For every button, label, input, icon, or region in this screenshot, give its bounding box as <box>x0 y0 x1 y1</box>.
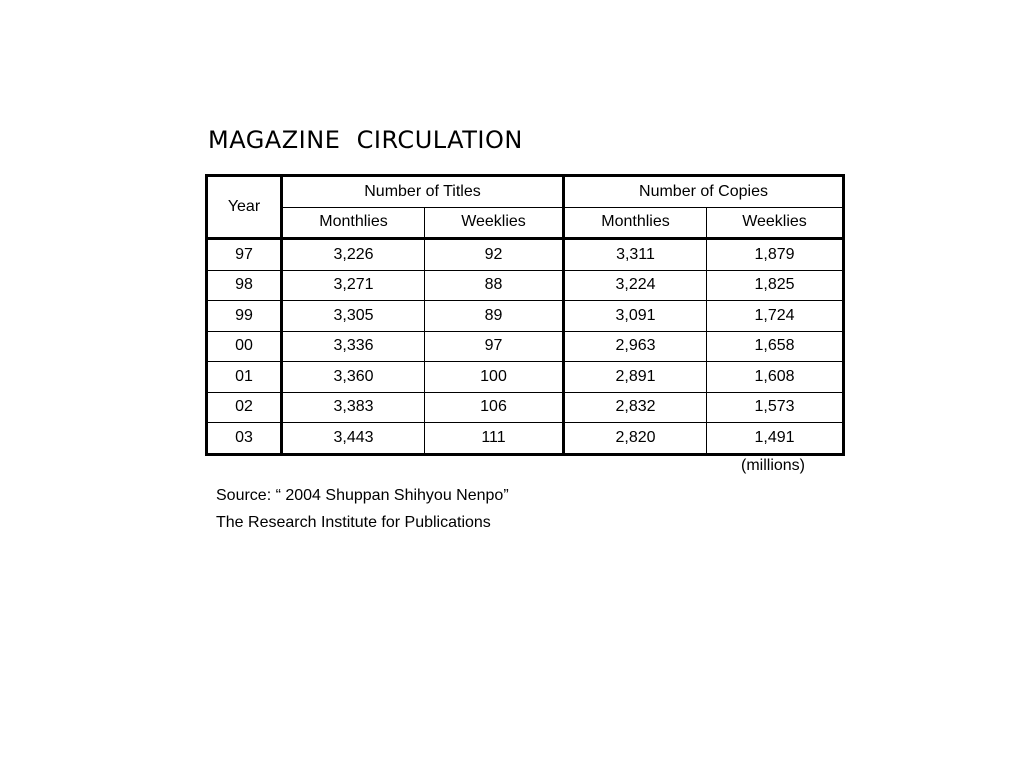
copies-weeklies-cell: 1,608 <box>707 362 844 393</box>
copies-group-header: Number of Copies <box>564 176 844 208</box>
table-header-row-sub <box>207 207 844 239</box>
copies-monthlies-header: Monthlies <box>564 207 707 239</box>
year-cell: 98 <box>207 270 282 301</box>
table-row <box>207 239 844 271</box>
copies-weeklies-cell: 1,825 <box>707 270 844 301</box>
table-header-row-groups <box>207 176 844 208</box>
titles-group-header: Number of Titles <box>282 176 564 208</box>
circulation-table <box>205 174 845 456</box>
copies-weeklies-cell: 1,724 <box>707 301 844 332</box>
table-row <box>207 270 844 301</box>
copies-weeklies-header: Weeklies <box>707 207 844 239</box>
copies-weeklies-cell: 1,573 <box>707 392 844 423</box>
titles-monthlies-cell: 3,271 <box>282 270 425 301</box>
titles-monthlies-cell: 3,443 <box>282 423 425 455</box>
units-note: (millions) <box>741 457 805 474</box>
year-cell: 97 <box>207 239 282 271</box>
titles-monthlies-cell: 3,336 <box>282 331 425 362</box>
copies-monthlies-cell: 2,832 <box>564 392 707 423</box>
titles-weeklies-header: Weeklies <box>425 207 564 239</box>
source-publisher: The Research Institute for Publications <box>216 514 491 531</box>
year-cell: 00 <box>207 331 282 362</box>
titles-monthlies-cell: 3,360 <box>282 362 425 393</box>
table-row <box>207 423 844 455</box>
titles-monthlies-cell: 3,305 <box>282 301 425 332</box>
titles-monthlies-cell: 3,383 <box>282 392 425 423</box>
year-cell: 03 <box>207 423 282 455</box>
titles-weeklies-cell: 89 <box>425 301 564 332</box>
table-row <box>207 331 844 362</box>
copies-monthlies-cell: 3,224 <box>564 270 707 301</box>
table-row <box>207 392 844 423</box>
copies-monthlies-cell: 3,311 <box>564 239 707 271</box>
year-cell: 02 <box>207 392 282 423</box>
table-row <box>207 362 844 393</box>
titles-monthlies-cell: 3,226 <box>282 239 425 271</box>
copies-monthlies-cell: 2,891 <box>564 362 707 393</box>
page-title: MAGAZINE CIRCULATION <box>208 126 523 154</box>
year-column-header: Year <box>207 176 282 239</box>
titles-weeklies-cell: 97 <box>425 331 564 362</box>
titles-weeklies-cell: 88 <box>425 270 564 301</box>
titles-weeklies-cell: 100 <box>425 362 564 393</box>
source-citation: Source: “ 2004 Shuppan Shihyou Nenpo” <box>216 487 509 504</box>
copies-monthlies-cell: 3,091 <box>564 301 707 332</box>
year-cell: 99 <box>207 301 282 332</box>
copies-monthlies-cell: 2,820 <box>564 423 707 455</box>
copies-weeklies-cell: 1,658 <box>707 331 844 362</box>
table-row <box>207 301 844 332</box>
copies-weeklies-cell: 1,879 <box>707 239 844 271</box>
titles-weeklies-cell: 92 <box>425 239 564 271</box>
copies-weeklies-cell: 1,491 <box>707 423 844 455</box>
titles-weeklies-cell: 111 <box>425 423 564 455</box>
year-cell: 01 <box>207 362 282 393</box>
titles-weeklies-cell: 106 <box>425 392 564 423</box>
titles-monthlies-header: Monthlies <box>282 207 425 239</box>
copies-monthlies-cell: 2,963 <box>564 331 707 362</box>
